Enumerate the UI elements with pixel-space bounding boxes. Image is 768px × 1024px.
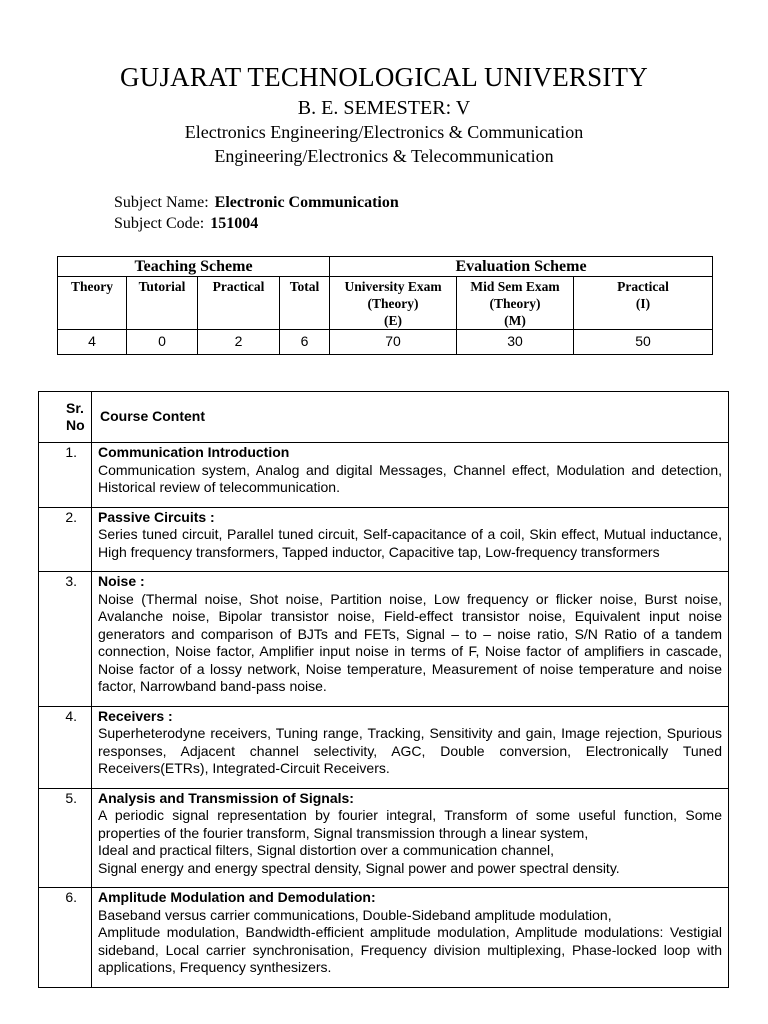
- sr-header-line-2: No: [66, 417, 85, 433]
- topic-title: Communication Introduction: [98, 444, 290, 460]
- description-line: Baseband versus carrier communications, Double-Sideband amplitude modulation,: [98, 906, 612, 923]
- description-line: Amplitude modulation, Bandwidth-efficient amplitude modulation, Amplitude modulations: Vestigial sideband, Local carrier synchronisation, Frequency division multiplexing, Phase-locked loop with applications, Frequency synthesizers.: [98, 924, 722, 975]
- topic-title: Amplitude Modulation and Demodulation:: [98, 889, 376, 905]
- scheme-col-header-line: Total: [289, 279, 320, 294]
- subject-code: [114, 215, 258, 233]
- university-title: GUJARAT TECHNOLOGICAL UNIVERSITY: [120, 62, 648, 92]
- course-content-table: [38, 391, 729, 988]
- course-content-header: Course Content: [92, 392, 729, 443]
- scheme-col-header-line: (Theory): [367, 296, 419, 311]
- scheme-value-cell: 50: [574, 330, 713, 355]
- scheme-col-header: [127, 277, 198, 330]
- sr-no-cell: 5.: [39, 788, 92, 888]
- description-line: Series tuned circuit, Parallel tuned circuit, Self-capacitance of a coil, Skin effect, Mutual inductance, High frequency transformers, Tapped inductor, Capacitive tap, Low-frequency transformers: [98, 526, 722, 560]
- sr-no-cell: 2.: [39, 507, 92, 572]
- semester-title: B. E. SEMESTER: V: [297, 97, 471, 119]
- scheme-table: [57, 256, 713, 355]
- description-line: Communication system, Analog and digital Messages, Channel effect, Modulation and detection, Historical review of telecommunication.: [98, 461, 722, 495]
- scheme-col-header-line: (M): [504, 313, 526, 328]
- scheme-col-header: [574, 277, 713, 330]
- scheme-column-headers: [58, 277, 713, 330]
- topic-description: [98, 807, 722, 877]
- table-row: [39, 888, 729, 988]
- topic-description: [98, 526, 722, 561]
- scheme-col-header-line: (E): [384, 313, 403, 328]
- scheme-value-cell: 70: [330, 330, 457, 355]
- subject-code-label: Subject Code:: [114, 215, 205, 232]
- scheme-col-header-line: Practical: [617, 279, 669, 294]
- table-row: [39, 572, 729, 707]
- scheme-col-header-line: University Exam: [344, 279, 442, 294]
- scheme-value-cell: 0: [127, 330, 198, 355]
- topic-description: [98, 725, 722, 778]
- content-cell: [92, 888, 729, 988]
- scheme-col-header: [330, 277, 457, 330]
- subject-name: [114, 194, 399, 212]
- sr-no-cell: 3.: [39, 572, 92, 707]
- scheme-col-header: [457, 277, 574, 330]
- description-line: Noise (Thermal noise, Shot noise, Partition noise, Low frequency or flicker noise, Burst noise, Avalanche noise, Bipolar transistor noise, Field-effect transistor noise, Equivalent input noise generators and comparison of BJTs and FETs, Signal – to – noise ratio, S/N Ratio of a tandem connection, Noise factor, Amplifier input noise in terms of F, Noise factor of amplifiers in cascade, Noise factor of a lossy network, Noise temperature, Measurement of noise temperature and noise factor, Narrowband band-pass noise.: [98, 590, 722, 694]
- table-row: [39, 706, 729, 788]
- course-header-row: [39, 392, 729, 443]
- scheme-value-cell: 2: [198, 330, 280, 355]
- evaluation-scheme-header: Evaluation Scheme: [330, 257, 713, 277]
- scheme-value-cell: 6: [280, 330, 330, 355]
- description-line: Ideal and practical filters, Signal distortion over a communication channel,: [98, 842, 555, 858]
- sr-no-cell: 1.: [39, 443, 92, 508]
- scheme-col-header-line: Practical: [212, 279, 265, 294]
- scheme-col-header-line: (I): [635, 296, 651, 311]
- department-line-2: Engineering/Electronics & Telecommunication: [214, 146, 554, 166]
- scheme-col-header-line: Tutorial: [138, 279, 186, 294]
- table-row: [39, 507, 729, 572]
- subject-name-value: Electronic Communication: [214, 194, 399, 211]
- content-cell: [92, 507, 729, 572]
- topic-description: [98, 462, 722, 497]
- scheme-col-header: [280, 277, 330, 330]
- sr-header-line-1: Sr.: [66, 400, 84, 416]
- scheme-col-header: [198, 277, 280, 330]
- scheme-col-header: [58, 277, 127, 330]
- content-cell: [92, 706, 729, 788]
- content-cell: [92, 443, 729, 508]
- teaching-scheme-header: Teaching Scheme: [58, 257, 330, 277]
- table-row: [39, 788, 729, 888]
- content-cell: [92, 788, 729, 888]
- topic-description: [98, 591, 722, 696]
- scheme-value-cell: 30: [457, 330, 574, 355]
- content-cell: [92, 572, 729, 707]
- subject-name-label: Subject Name:: [114, 194, 209, 211]
- scheme-values-row: [58, 330, 713, 355]
- topic-title: Analysis and Transmission of Signals:: [98, 789, 354, 806]
- sr-no-header: [39, 392, 92, 443]
- sr-no-cell: 4.: [39, 706, 92, 788]
- topic-title: Noise :: [98, 573, 145, 589]
- topic-title: Receivers :: [98, 707, 173, 724]
- scheme-col-header-line: Mid Sem Exam: [470, 279, 560, 294]
- description-line: Superheterodyne receivers, Tuning range, Tracking, Sensitivity and gain, Image rejection, Spurious responses, Adjacent channel selectivity, AGC, Double conversion, Electronically Tuned Receivers(ETRs), Integrated-Circuit Receivers.: [98, 725, 722, 776]
- scheme-col-header-line: (Theory): [489, 296, 541, 311]
- sr-no-cell: 6.: [39, 888, 92, 988]
- description-line: Signal energy and energy spectral density, Signal power and power spectral density.: [98, 859, 620, 876]
- description-line: A periodic signal representation by fourier integral, Transform of some useful function, Some properties of the fourier transform, Signal transmission through a linear system,: [98, 807, 722, 841]
- topic-title: Passive Circuits :: [98, 508, 215, 525]
- subject-code-value: 151004: [210, 215, 259, 232]
- table-row: [39, 443, 729, 508]
- scheme-col-header-line: Theory: [71, 279, 113, 294]
- topic-description: [98, 907, 722, 977]
- department-line-1: Electronics Engineering/Electronics & Communication: [184, 122, 584, 142]
- scheme-value-cell: 4: [58, 330, 127, 355]
